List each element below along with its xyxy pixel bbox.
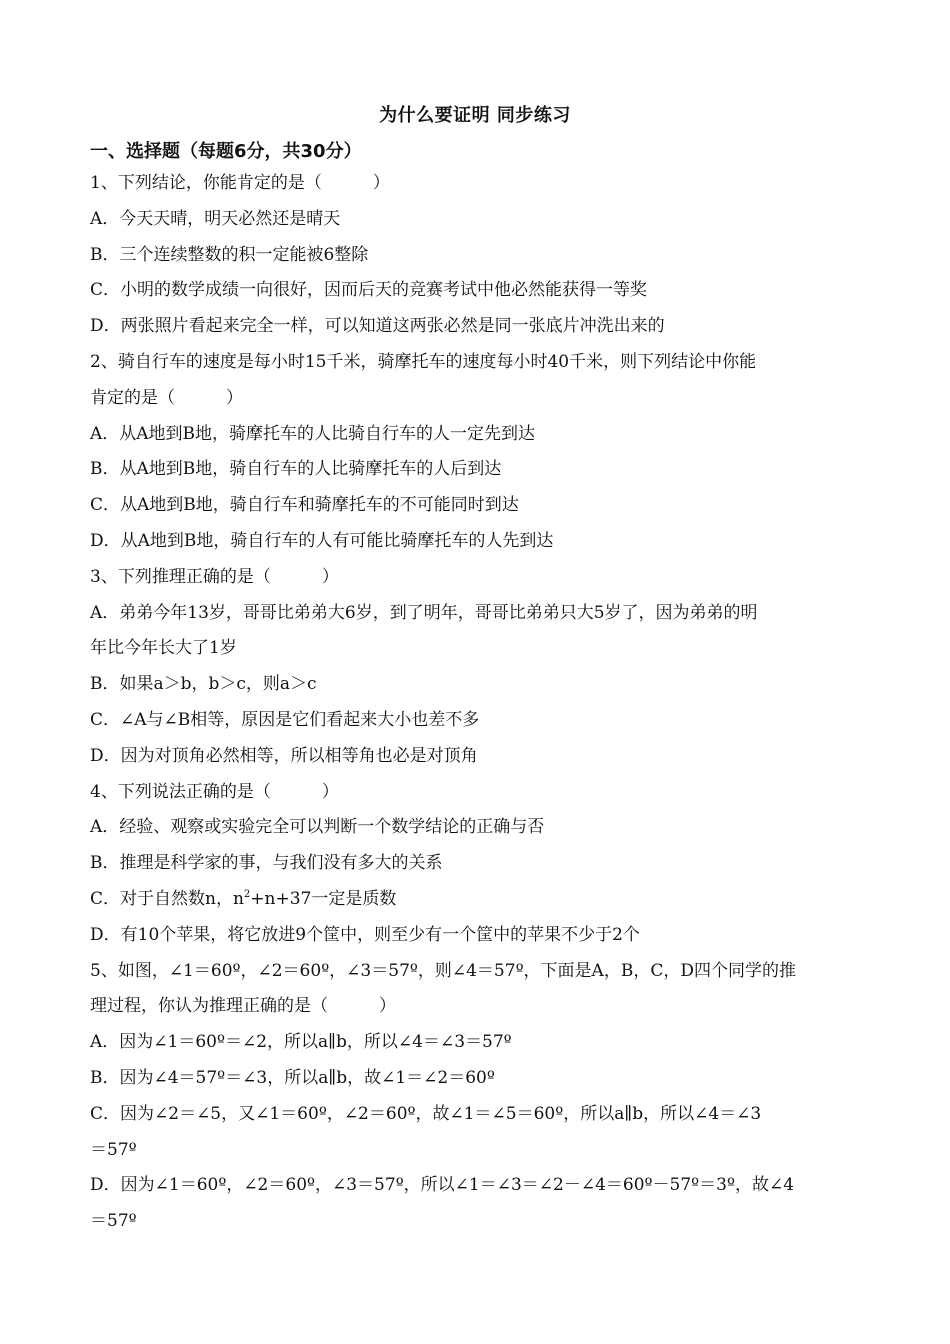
question-5-option-d-line-2: ＝57º [90, 1211, 137, 1232]
question-4-stem: 4、下列说法正确的是（ ） [90, 781, 339, 802]
question-3-option-d: D．因为对顶角必然相等，所以相等角也必是对顶角 [90, 745, 478, 766]
question-5-stem-line-2: 理过程，你认为推理正确的是（ ） [90, 996, 396, 1017]
question-2-option-a: A．从A地到B地，骑摩托车的人比骑自行车的人一定先到达 [90, 423, 536, 444]
question-3-option-a-line-1: A．弟弟今年13岁，哥哥比弟弟大6岁，到了明年，哥哥比弟弟只大5岁了，因为弟弟的明 [90, 602, 758, 623]
question-5-option-d-line-1: D．因为∠1＝60º，∠2＝60º，∠3＝57º，所以∠1＝∠3＝∠2－∠4＝60º－57º＝3º，故∠4 [90, 1175, 795, 1196]
question-2-option-d: D．从A地到B地，骑自行车的人有可能比骑摩托车的人先到达 [90, 530, 554, 551]
section-heading: 一、选择题（每题6分，共30分） [90, 141, 362, 162]
question-2-option-c: C．从A地到B地，骑自行车和骑摩托车的不可能同时到达 [90, 495, 519, 516]
question-2-stem-line-2: 肯定的是（ ） [90, 387, 243, 408]
question-4-option-d: D．有10个苹果，将它放进9个筐中，则至少有一个筐中的苹果不少于2个 [90, 924, 640, 945]
question-3-option-c: C．∠A与∠B相等，原因是它们看起来大小也差不多 [90, 709, 480, 730]
page-title: 为什么要证明 同步练习 [379, 105, 571, 126]
question-list [90, 166, 862, 1240]
question-4-option-c-after: +n+37一定是质数 [250, 888, 397, 909]
question-5-option-a: A．因为∠1＝60º＝∠2，所以a∥b，所以∠4＝∠3＝57º [90, 1032, 512, 1053]
question-5-stem-line-1: 5、如图，∠1＝60º，∠2＝60º，∠3＝57º，则∠4＝57º，下面是A，B，C，D四个同学的推 [90, 960, 796, 981]
question-1-option-c: C．小明的数学成绩一向很好，因而后天的竞赛考试中他必然能获得一等奖 [90, 280, 648, 301]
question-4-option-b: B．推理是科学家的事，与我们没有多大的关系 [90, 853, 443, 874]
question-1-stem: 1、下列结论，你能肯定的是（ ） [90, 173, 390, 193]
question-1-option-a: A．今天天晴，明天必然还是晴天 [90, 208, 341, 229]
question-3-stem: 3、下列推理正确的是（ ） [90, 566, 339, 587]
question-5-option-b: B．因为∠4＝57º＝∠3，所以a∥b，故∠1＝∠2＝60º [90, 1067, 495, 1088]
question-2-stem-line-1: 2、骑自行车的速度是每小时15千米，骑摩托车的速度每小时40千米，则下列结论中你能 [90, 351, 757, 372]
question-1-option-d: D．两张照片看起来完全一样，可以知道这两张必然是同一张底片冲洗出来的 [90, 316, 665, 337]
question-4-option-c [90, 882, 862, 918]
question-3-option-a-line-2: 年比今年长大了1岁 [90, 638, 237, 659]
question-4-option-a: A．经验、观察或实验完全可以判断一个数学结论的正确与否 [90, 817, 545, 838]
question-4-option-c-before: C．对于自然数n，n [90, 888, 244, 909]
question-5-option-c-line-2: ＝57º [90, 1139, 137, 1160]
question-5-option-c-line-1: C．因为∠2＝∠5，又∠1＝60º，∠2＝60º，故∠1＝∠5＝60º，所以a∥b，所以∠4＝∠3 [90, 1103, 762, 1124]
question-3-option-b: B．如果a＞b，b＞c，则a＞c [90, 674, 317, 695]
exponent: 2 [243, 888, 251, 900]
question-2-option-b: B．从A地到B地，骑自行车的人比骑摩托车的人后到达 [90, 459, 502, 480]
question-1-option-b: B．三个连续整数的积一定能被6整除 [90, 244, 369, 265]
